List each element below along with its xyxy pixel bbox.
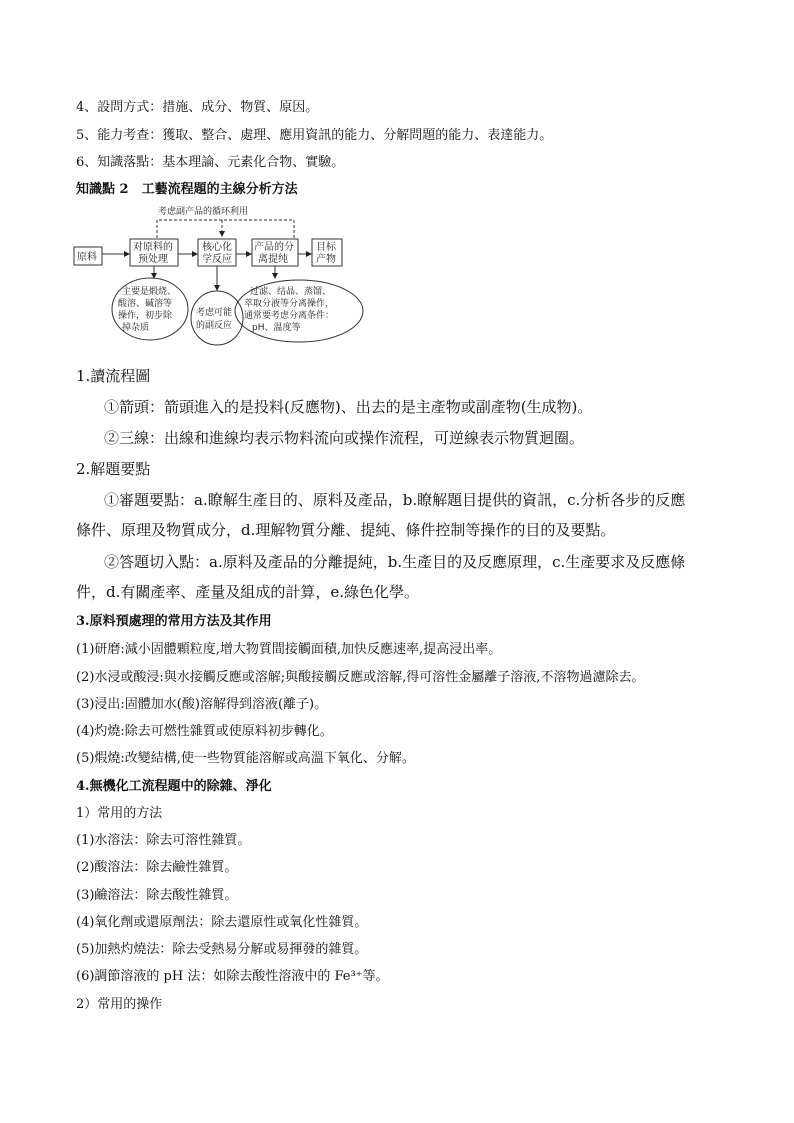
pretreat-item-4: (4)灼燒:除去可燃性雜質或使原料初步轉化。	[76, 724, 333, 739]
line-5: 5、能力考查：獲取、整合、處理、應用資訊的能力、分解問題的能力、表達能力。	[76, 128, 553, 143]
oval1-line-3: 操作，初步除	[118, 311, 173, 321]
read-flow-item-2: ②三線：出線和進線均表示物料流向或操作流程，可逆線表示物質迴圈。	[104, 429, 585, 447]
box-pretreat-label-1: 对原料的	[133, 242, 173, 253]
line-6: 6、知識落點：基本理論、元素化合物、實驗。	[76, 155, 345, 170]
oval1-line-2: 酸溶、碱溶等	[118, 299, 173, 309]
diagram-top-label: 考虑副产品的循环利用	[158, 207, 249, 217]
box-target-label-2: 产物	[316, 254, 336, 265]
purify-item-3: (3)鹼溶法：除去酸性雜質。	[76, 888, 238, 903]
box-raw-label: 原料	[77, 252, 97, 263]
oval-side-reaction	[191, 291, 243, 345]
pretreat-item-5: (5)煆燒:改變結構,使一些物質能溶解或高溫下氧化、分解。	[76, 751, 415, 766]
key-points-item-2a: ②答題切入點：a.原料及產品的分離提純，b.生產目的及反應原理，c.生產要求及反應條	[104, 553, 686, 571]
box-core-label-2: 学反应	[202, 254, 232, 265]
box-target-label-1: 目标	[316, 242, 336, 253]
key-points-heading: 2.解題要點	[76, 460, 151, 478]
purify-subheading-methods: 1）常用的方法	[76, 806, 163, 821]
key-points-item-2b: 件，d.有關產率、產量及組成的計算，e.綠色化學。	[76, 583, 420, 601]
oval2-line-2: 的副反应	[196, 321, 233, 331]
key-points-item-1b: 條件、原理及物質成分，d.理解物質分離、提純、條件控制等操作的目的及要點。	[76, 521, 616, 539]
line-4: 4、設問方式：措施、成分、物質、原因。	[76, 100, 319, 115]
section2-title: 知識點 2 工藝流程題的主線分析方法	[76, 182, 298, 197]
oval3-line-4: pH、温度等	[252, 323, 301, 333]
box-separate-label-1: 产品的分	[254, 242, 294, 253]
pretreat-item-2: (2)水浸或酸浸:與水接觸反應或溶解;與酸接觸反應或溶解,得可溶性金屬離子溶液,不溶物過濾除去。	[76, 670, 645, 685]
box-pretreat-label-2: 预处理	[138, 254, 168, 265]
oval3-line-1: 过滤、结晶、蒸馏、	[250, 287, 332, 297]
key-points-item-1a: ①審題要點：a.瞭解生產目的、原料及產品，b.瞭解題目提供的資訊，c.分析各步的反應	[104, 491, 686, 509]
purify-subheading-operations: 2）常用的操作	[76, 997, 163, 1012]
purify-item-6: (6)調節溶液的 pH 法：如除去酸性溶液中的 Fe³⁺等。	[76, 969, 389, 984]
pretreat-item-1: (1)研磨:減小固體顆粒度,增大物質間接觸面積,加快反應速率,提高浸出率。	[76, 642, 502, 657]
flow-diagram	[72, 202, 402, 352]
box-separate-label-2: 离提纯	[258, 254, 288, 265]
oval3-line-2: 萃取分液等分离操作，	[244, 299, 335, 309]
purify-item-5: (5)加熱灼燒法：除去受熱易分解或易揮發的雜質。	[76, 942, 368, 957]
purify-item-1: (1)水溶法：除去可溶性雜質。	[76, 833, 251, 848]
box-core-label-1: 核心化	[202, 242, 232, 253]
oval2-line-1: 考虑可能	[196, 308, 233, 318]
oval3-line-3: 通常要考虑分离条件：	[244, 311, 335, 321]
pretreat-heading: 3.原料預處理的常用方法及其作用	[76, 614, 272, 629]
purify-item-4: (4)氧化劑或還原劑法：除去還原性或氧化性雜質。	[76, 915, 368, 930]
oval1-line-1: 主要是煅烧、	[122, 287, 177, 297]
pretreat-item-3: (3)浸出:固體加水(酸)溶解得到溶液(離子)。	[76, 697, 328, 712]
oval1-line-4: 掉杂质	[122, 323, 150, 333]
purify-heading: 4.無機化工流程題中的除雜、淨化	[76, 779, 272, 794]
purify-item-2: (2)酸溶法：除去鹼性雜質。	[76, 860, 238, 875]
read-flow-heading: 1.讀流程圖	[76, 367, 151, 385]
read-flow-item-1: ①箭頭：箭頭進入的是投料(反應物)、出去的是主產物或副產物(生成物)。	[104, 398, 593, 416]
